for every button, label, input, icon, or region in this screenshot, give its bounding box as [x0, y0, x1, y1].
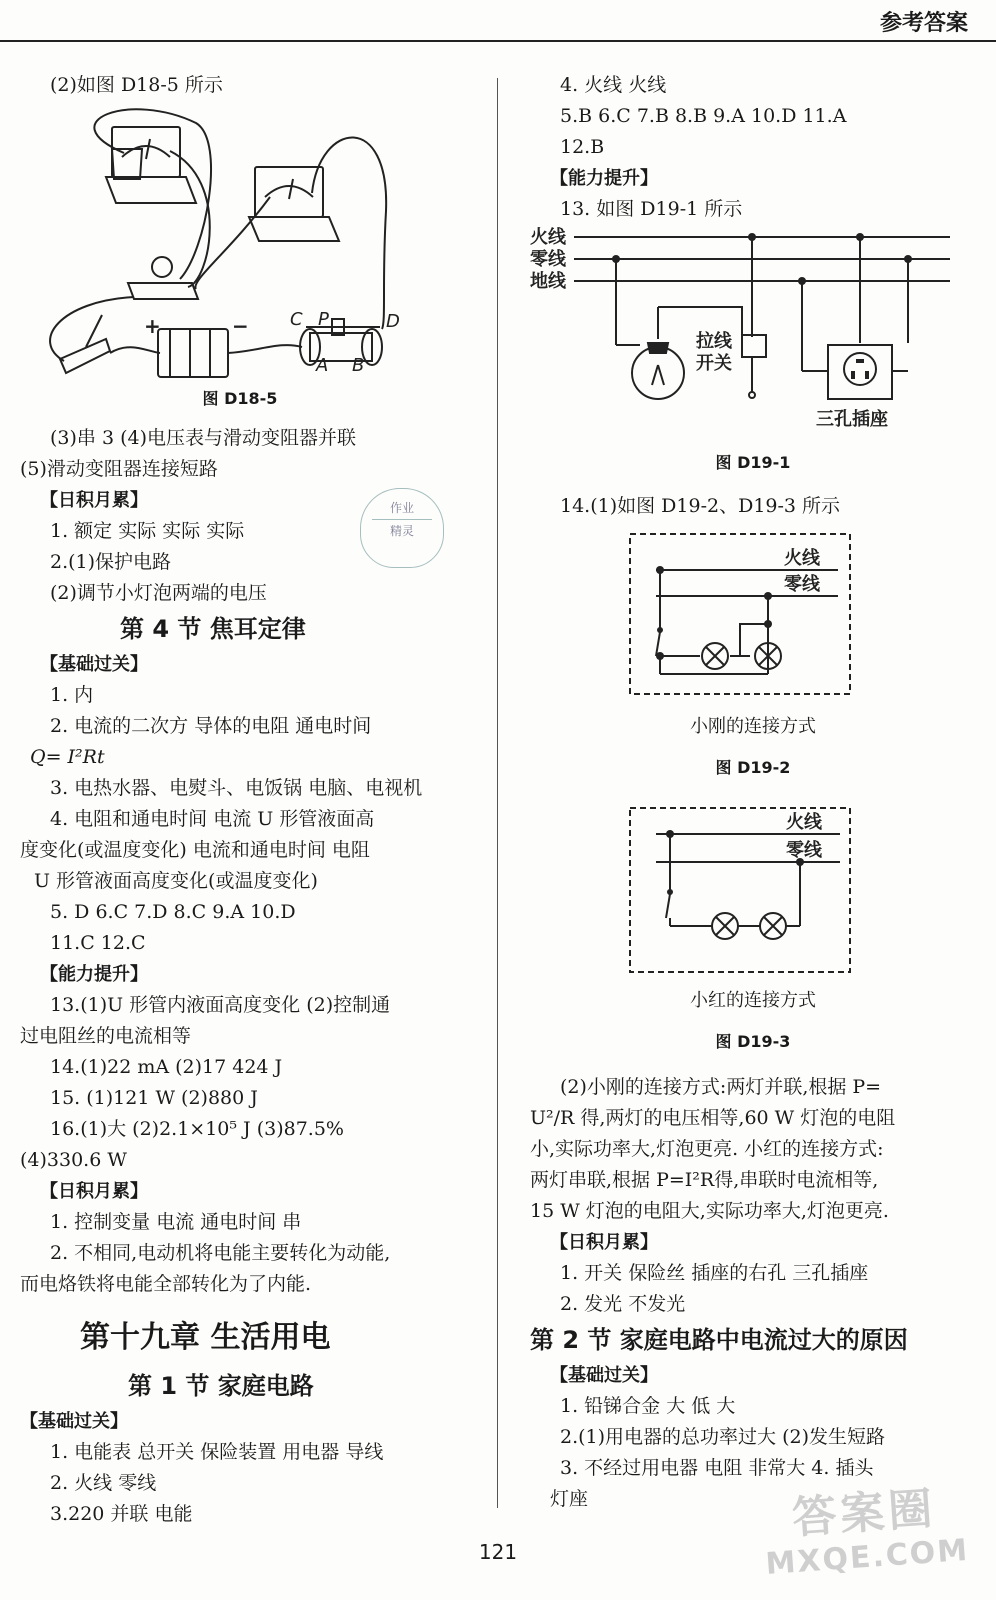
figure-caption: 图 D19-2 — [715, 758, 791, 777]
answer-line: (4)330.6 W — [20, 1149, 127, 1171]
neutral-wire-label: 零线 — [784, 574, 820, 595]
answer-line: Q= I²Rt — [30, 746, 105, 768]
section-bracket-heading: 【基础过关】 — [20, 1411, 128, 1432]
answer-line: 15. (1)121 W (2)880 J — [50, 1087, 258, 1109]
answer-line: 4. 火线 火线 — [560, 74, 667, 96]
answer-line: 2. 电流的二次方 导体的电阻 通电时间 — [50, 715, 372, 737]
chapter-title: 第十九章 生活用电 — [80, 1320, 331, 1355]
answer-line: 而电烙铁将电能全部转化为了内能. — [20, 1273, 312, 1295]
answer-line: 小,实际功率大,灯泡更亮. 小红的连接方式: — [530, 1138, 884, 1160]
rheostat-a-label: A — [316, 355, 329, 376]
figure-caption: 图 D19-3 — [715, 1032, 791, 1051]
figure-caption: 图 D19-1 — [715, 453, 791, 472]
answer-line: 16.(1)大 (2)2.1×10⁵ J (3)87.5% — [50, 1118, 344, 1140]
live-wire-label: 火线 — [786, 812, 822, 833]
answer-line: 13. 如图 D19-1 所示 — [560, 198, 743, 220]
answer-line: (2)调节小灯泡两端的电压 — [50, 582, 267, 604]
answer-line: 3. 电热水器、电熨斗、电饭锅 电脑、电视机 — [50, 777, 423, 799]
answer-line: (3)串 3 (4)电压表与滑动变阻器并联 — [50, 427, 356, 449]
answer-line: 1. 内 — [50, 684, 94, 706]
answer-line: 3. 不经过用电器 电阻 非常大 4. 插头 — [560, 1457, 874, 1479]
section-bracket-heading: 【基础过关】 — [40, 654, 148, 675]
answer-line: 过电阻丝的电流相等 — [20, 1025, 192, 1047]
answer-line: 1. 电能表 总开关 保险装置 用电器 导线 — [50, 1441, 384, 1463]
section-bracket-heading: 【日积月累】 — [40, 490, 148, 511]
rheostat-d-label: D — [386, 311, 400, 332]
answer-line: (2)小刚的连接方式:两灯并联,根据 P= — [560, 1076, 882, 1098]
answer-line: 度变化(或温度变化) 电流和通电时间 电阻 — [20, 839, 370, 861]
answer-line: 5.B 6.C 7.B 8.B 9.A 10.D 11.A — [560, 105, 847, 127]
figure-label: 小刚的连接方式 — [690, 716, 816, 737]
right-column — [530, 70, 976, 1515]
answer-line: 14.(1)22 mA (2)17 424 J — [50, 1056, 283, 1078]
section-bracket-heading: 【基础过关】 — [550, 1365, 658, 1386]
rheostat-c-label: C — [290, 309, 303, 330]
rheostat-b-label: B — [352, 355, 365, 376]
answer-line: 11.C 12.C — [50, 932, 146, 954]
watermark-logo — [753, 1480, 979, 1595]
answer-line: 2. 火线 零线 — [50, 1472, 157, 1494]
answer-line: 1. 开关 保险丝 插座的右孔 三孔插座 — [560, 1262, 869, 1284]
answer-line: 1. 额定 实际 实际 实际 — [50, 520, 245, 542]
answer-line: 1. 铅锑合金 大 低 大 — [560, 1395, 736, 1417]
answer-line: 2. 不相同,电动机将电能主要转化为动能, — [50, 1242, 391, 1264]
answer-line: 4. 电阻和通电时间 电流 U 形管液面高 — [50, 808, 375, 830]
stamp-text: 精灵 — [389, 524, 414, 538]
live-wire-label: 火线 — [530, 227, 566, 248]
left-column — [20, 70, 480, 1530]
answer-line: 13.(1)U 形管内液面高度变化 (2)控制通 — [50, 994, 391, 1016]
answer-line: 3.220 并联 电能 — [50, 1503, 193, 1525]
answer-line: U 形管液面高度变化(或温度变化) — [34, 870, 318, 892]
figure-d19-1 — [530, 225, 976, 435]
answer-line: 灯座 — [550, 1488, 589, 1510]
section-bracket-heading: 【能力提升】 — [40, 964, 148, 985]
header-bar — [0, 0, 996, 42]
header-title: 参考答案 — [879, 11, 968, 36]
neutral-wire-label: 零线 — [786, 840, 822, 861]
watermark-text: 答案圈 — [790, 1483, 938, 1545]
pull-switch-label: 拉线 — [696, 331, 732, 352]
section-bracket-heading: 【能力提升】 — [550, 168, 658, 189]
figure-label: 小红的连接方式 — [690, 990, 816, 1011]
column-divider — [497, 78, 498, 1508]
answer-line: 12.B — [560, 136, 605, 158]
pull-switch-label: 开关 — [696, 353, 732, 374]
neutral-wire-label: 零线 — [530, 249, 566, 270]
answer-line: 2.(1)保护电路 — [50, 551, 172, 573]
section-bracket-heading: 【日积月累】 — [40, 1181, 148, 1202]
answer-line: 5. D 6.C 7.D 8.C 9.A 10.D — [50, 901, 296, 923]
rheostat-p-label: P — [318, 309, 329, 330]
page-number: 121 — [478, 1540, 518, 1564]
answer-line: 15 W 灯泡的电阻大,实际功率大,灯泡更亮. — [530, 1200, 889, 1222]
section-title: 第 4 节 焦耳定律 — [120, 615, 306, 643]
live-wire-label: 火线 — [784, 548, 820, 569]
answer-line: 14.(1)如图 D19-2、D19-3 所示 — [560, 495, 841, 517]
answer-line: 两灯串联,根据 P=I²R得,串联时电流相等, — [530, 1169, 879, 1191]
battery-plus-label: + — [144, 314, 161, 338]
stamp-text: 作业 — [389, 501, 414, 515]
answer-line: 2.(1)用电器的总功率过大 (2)发生短路 — [560, 1426, 885, 1448]
socket-label: 三孔插座 — [816, 409, 888, 430]
answer-line: (5)滑动变阻器连接短路 — [20, 458, 218, 480]
figure-d18-5 — [20, 101, 480, 381]
section-title: 第 1 节 家庭电路 — [128, 1372, 314, 1400]
watermark-text: MXQE.COM — [764, 1532, 971, 1583]
figure-caption: 图 D18-5 — [202, 389, 278, 408]
section-title: 第 2 节 家庭电路中电流过大的原因 — [530, 1326, 908, 1354]
figure-d19-2 — [530, 528, 976, 708]
answer-line: 1. 控制变量 电流 通电时间 串 — [50, 1211, 302, 1233]
section-bracket-heading: 【日积月累】 — [550, 1232, 658, 1253]
stamp-logo — [360, 488, 444, 568]
answer-line: (2)如图 D18-5 所示 — [50, 74, 223, 96]
answer-line: U²/R 得,两灯的电压相等,60 W 灯泡的电阻 — [530, 1107, 896, 1129]
battery-minus-label: − — [232, 314, 249, 338]
answer-line: 2. 发光 不发光 — [560, 1293, 686, 1315]
ground-wire-label: 地线 — [530, 271, 566, 292]
figure-d19-3 — [530, 802, 976, 982]
